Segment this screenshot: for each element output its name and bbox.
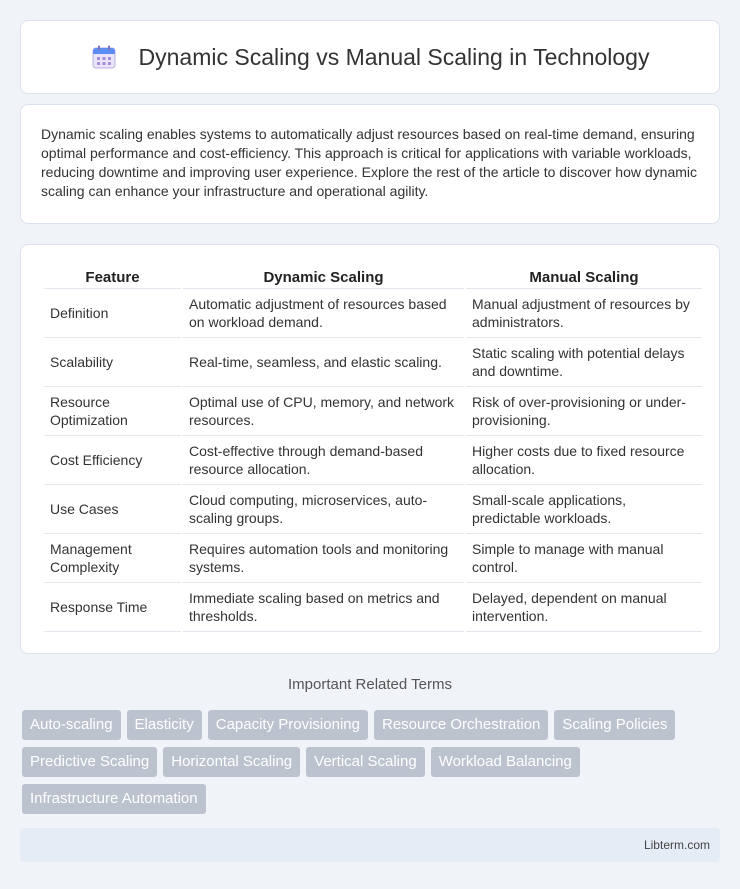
table-row bbox=[44, 338, 702, 387]
header-dynamic-scaling: Dynamic Scaling bbox=[183, 265, 464, 289]
manual-cell: Manual adjustment of resources by administrators. bbox=[466, 289, 702, 338]
feature-cell: Use Cases bbox=[44, 485, 181, 534]
manual-cell: Higher costs due to fixed resource allocation. bbox=[466, 436, 702, 485]
table-row bbox=[44, 387, 702, 436]
dynamic-cell: Cloud computing, microservices, auto-scaling groups. bbox=[183, 485, 464, 534]
dynamic-cell: Optimal use of CPU, memory, and network resources. bbox=[183, 387, 464, 436]
feature-cell: Management Complexity bbox=[44, 534, 181, 583]
intro-card bbox=[20, 104, 720, 224]
comparison-card bbox=[20, 244, 720, 654]
manual-cell: Small-scale applications, predictable workloads. bbox=[466, 485, 702, 534]
manual-cell: Simple to manage with manual control. bbox=[466, 534, 702, 583]
manual-cell: Risk of over-provisioning or under-provisioning. bbox=[466, 387, 702, 436]
tag-infrastructure-automation[interactable]: Infrastructure Automation bbox=[22, 784, 206, 814]
dynamic-cell: Real-time, seamless, and elastic scaling. bbox=[183, 338, 464, 387]
table-row bbox=[44, 485, 702, 534]
feature-cell: Response Time bbox=[44, 583, 181, 632]
tag-predictive-scaling[interactable]: Predictive Scaling bbox=[22, 747, 157, 777]
dynamic-cell: Automatic adjustment of resources based on workload demand. bbox=[183, 289, 464, 338]
tag-capacity-provisioning[interactable]: Capacity Provisioning bbox=[208, 710, 368, 740]
title-card bbox=[20, 20, 720, 94]
table-row bbox=[44, 436, 702, 485]
dynamic-cell: Cost-effective through demand-based resource allocation. bbox=[183, 436, 464, 485]
intro-text: Dynamic scaling enables systems to automatically adjust resources based on real-time demand, ensuring optimal performance and cost-efficiency. This approach is critical for applications with variable workloads, reducing downtime and improving user experience. Explore the rest of the article to discover how dynamic scaling can enhance your infrastructure and operational agility. bbox=[41, 126, 697, 199]
feature-cell: Scalability bbox=[44, 338, 181, 387]
manual-cell: Delayed, dependent on manual intervention. bbox=[466, 583, 702, 632]
comparison-table bbox=[42, 265, 704, 632]
table-row bbox=[44, 534, 702, 583]
feature-cell: Definition bbox=[44, 289, 181, 338]
table-header-row bbox=[44, 265, 702, 289]
tag-resource-orchestration[interactable]: Resource Orchestration bbox=[374, 710, 548, 740]
tag-scaling-policies[interactable]: Scaling Policies bbox=[554, 710, 675, 740]
table-row bbox=[44, 289, 702, 338]
feature-cell: Cost Efficiency bbox=[44, 436, 181, 485]
manual-cell: Static scaling with potential delays and downtime. bbox=[466, 338, 702, 387]
related-terms-list bbox=[20, 710, 720, 814]
tag-auto-scaling[interactable]: Auto-scaling bbox=[22, 710, 121, 740]
header-feature: Feature bbox=[44, 265, 181, 289]
tag-elasticity[interactable]: Elasticity bbox=[127, 710, 202, 740]
calendar-icon bbox=[91, 44, 117, 70]
footer-site-link[interactable]: Libterm.com bbox=[643, 838, 710, 852]
table-row bbox=[44, 583, 702, 632]
page-title: Dynamic Scaling vs Manual Scaling in Technology bbox=[138, 43, 650, 70]
tag-vertical-scaling[interactable]: Vertical Scaling bbox=[306, 747, 425, 777]
related-terms-title: Important Related Terms bbox=[288, 676, 452, 693]
tag-horizontal-scaling[interactable]: Horizontal Scaling bbox=[163, 747, 300, 777]
tag-workload-balancing[interactable]: Workload Balancing bbox=[431, 747, 580, 777]
dynamic-cell: Immediate scaling based on metrics and thresholds. bbox=[183, 583, 464, 632]
footer bbox=[20, 828, 720, 862]
feature-cell: Resource Optimization bbox=[44, 387, 181, 436]
header-manual-scaling: Manual Scaling bbox=[466, 265, 702, 289]
dynamic-cell: Requires automation tools and monitoring systems. bbox=[183, 534, 464, 583]
